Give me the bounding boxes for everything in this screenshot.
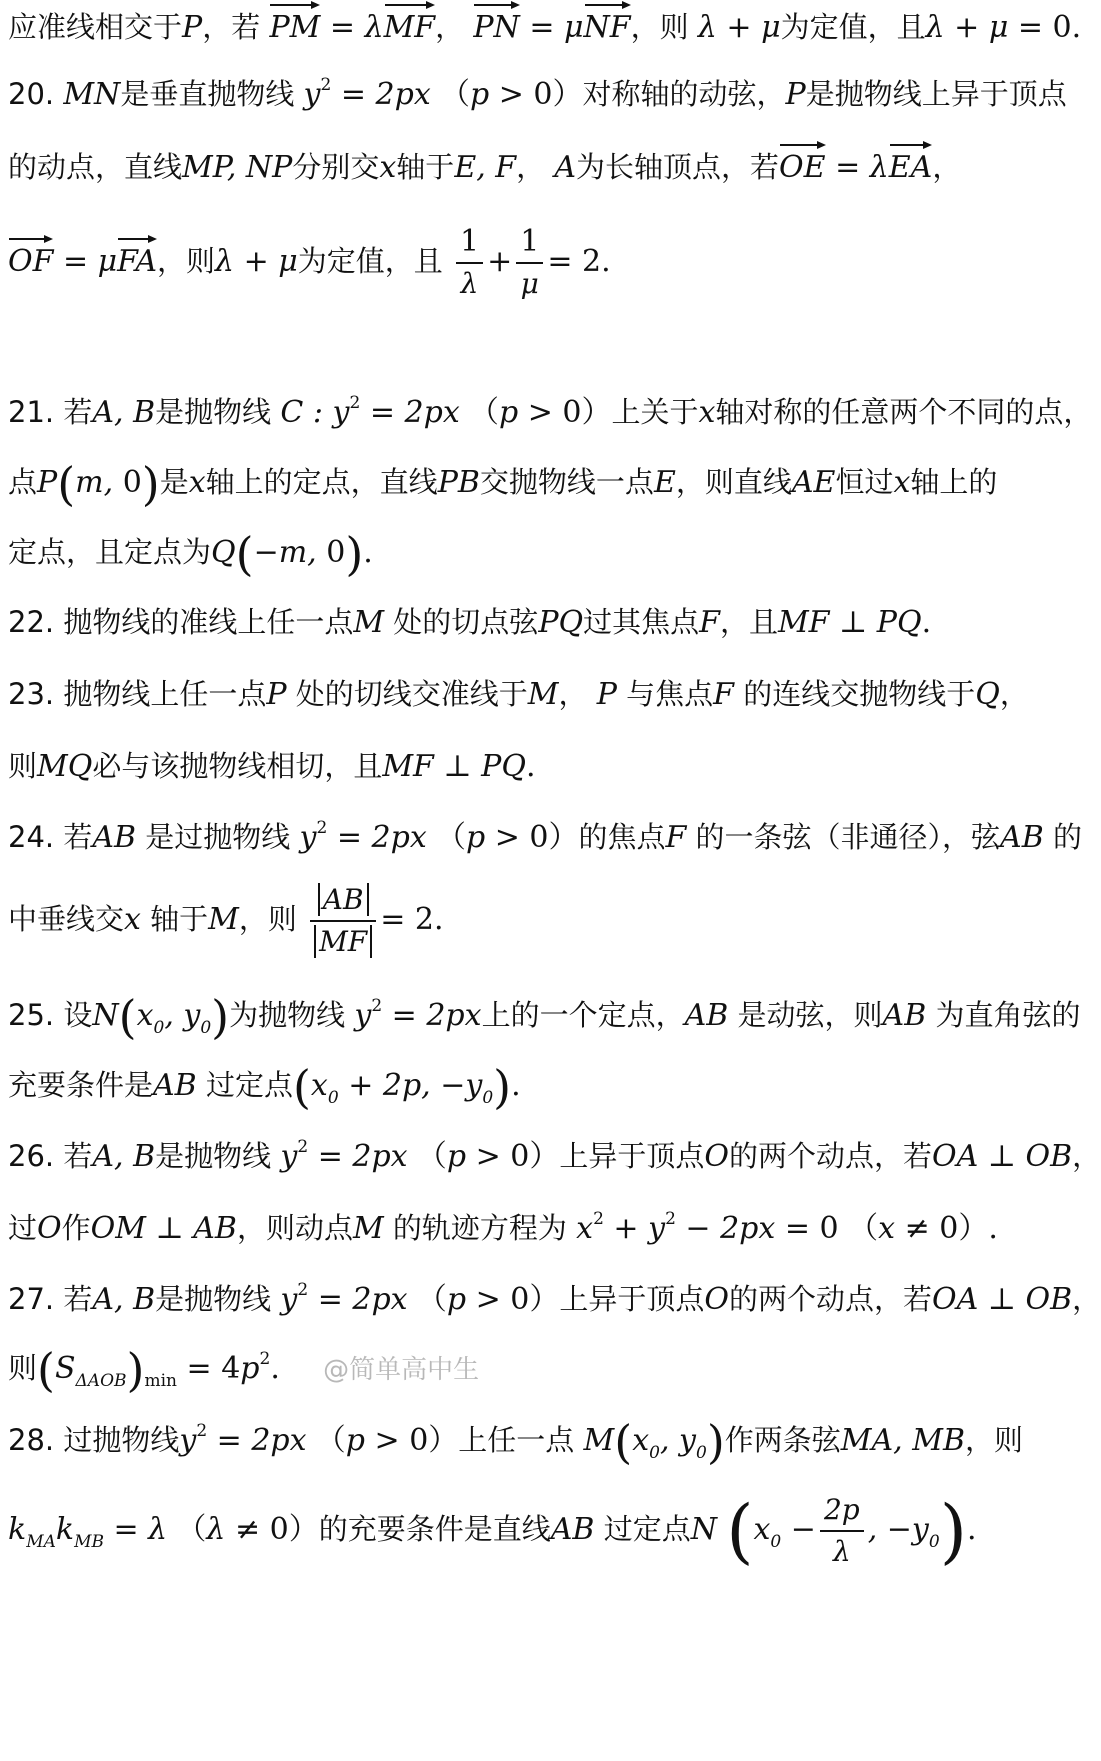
item-28-line-1: 28. 过抛物线$y^2 = 2px$ （p > 0）上任一点 $M(x_0$, $y_0$)作两条弦MA, MB，则 (8, 1415, 1024, 1469)
item-27-line-2: 则$(S_{\Delta AOB})_{min} = 4p^2$. @简单高中生 (8, 1343, 480, 1397)
item-number: 28. (8, 1423, 55, 1457)
item-20-line-2: 的动点，直线MP, NP分别交x轴于E, F， A为长轴顶点，若OE = λEA， (8, 142, 961, 190)
item-26-line-2: 过O作OM ⊥ AB，则动点M 的轨迹方程为 $x^2 + y^2 - 2px = 0$ （x ≠ 0）. (8, 1209, 998, 1246)
item-number: 26. (8, 1139, 55, 1173)
item-24-line-1: 24. 若AB 是过抛物线 $y^2 = 2px$ （p > 0）的焦点F 的一条弦（非通径），弦AB 的 (8, 818, 1082, 855)
item-24-line-2: 中垂线交x 轴于M，则 $\frac{AB}{MF}$ = 2. (8, 880, 444, 962)
item-22-line-1: 22. 抛物线的准线上任一点M 处的切点弦PQ过其焦点F，且MF ⊥ PQ. (8, 605, 932, 640)
item-number: 21. (8, 395, 55, 429)
item-23-line-1: 23. 抛物线上任一点P 处的切线交准线于M， P 与焦点F 的连线交抛物线于Q， (8, 677, 1029, 712)
item-20-line-1: 20. MN是垂直抛物线 $y^2 = 2px$ （p > 0）对称轴的动弦，P是抛物线上异于顶点 (8, 75, 1067, 112)
item-number: 24. (8, 820, 55, 854)
item-21-line-1: 21. 若A, B是抛物线 C : $y^2 = 2px$ （p > 0）上关于x轴对称的任意两个不同的点， (8, 393, 1093, 430)
item-23-line-2: 则MQ必与该抛物线相切，且MF ⊥ PQ. (8, 749, 536, 784)
item-number: 20. (8, 77, 55, 111)
item-21-line-3: 定点，且定点为Q(−m, 0). (8, 527, 373, 581)
item-21-line-2: 点P(m, 0)是x轴上的定点，直线PB交抛物线一点E，则直线AE恒过x轴上的 (8, 457, 998, 511)
item-number: 27. (8, 1282, 55, 1316)
item-number: 23. (8, 677, 55, 711)
item-number: 25. (8, 998, 55, 1032)
item-number: 22. (8, 605, 55, 639)
item-27-line-1: 27. 若A, B是抛物线 $y^2 = 2px$ （p > 0）上异于顶点O的两个动点，若OA ⊥ OB， (8, 1280, 1101, 1317)
text-line-1: 应准线相交于P，若 PM = λMF， PN = μNF，则 λ + μ为定值，且λ + μ = 0. (8, 2, 1081, 50)
watermark: @简单高中生 (323, 1355, 480, 1385)
item-26-line-1: 26. 若A, B是抛物线 $y^2 = 2px$ （p > 0）上异于顶点O的两个动点，若OA ⊥ OB， (8, 1137, 1101, 1174)
item-25-line-1: 25. 设$N(x_0$, $y_0$)为抛物线 $y^2 = 2px$上的一个定点，AB 是动弦，则AB 为直角弦的 (8, 990, 1081, 1044)
item-20-line-3: OF = μFA，则λ + μ为定值，且 $\frac{1}{\lambda}$ + $\frac{1}{\mu}$ = 2. (8, 224, 611, 300)
item-28-line-2: $k_{MA}k_{MB} = \lambda$ （λ ≠ 0）的充要条件是直线AB 过定点N ($x_0$ − $\frac{2p}{\lambda}$ , $-y_0$). (8, 1490, 977, 1572)
item-25-line-2: 充要条件是AB 过定点($x_0 + 2p$, $-y_0$). (8, 1060, 521, 1114)
